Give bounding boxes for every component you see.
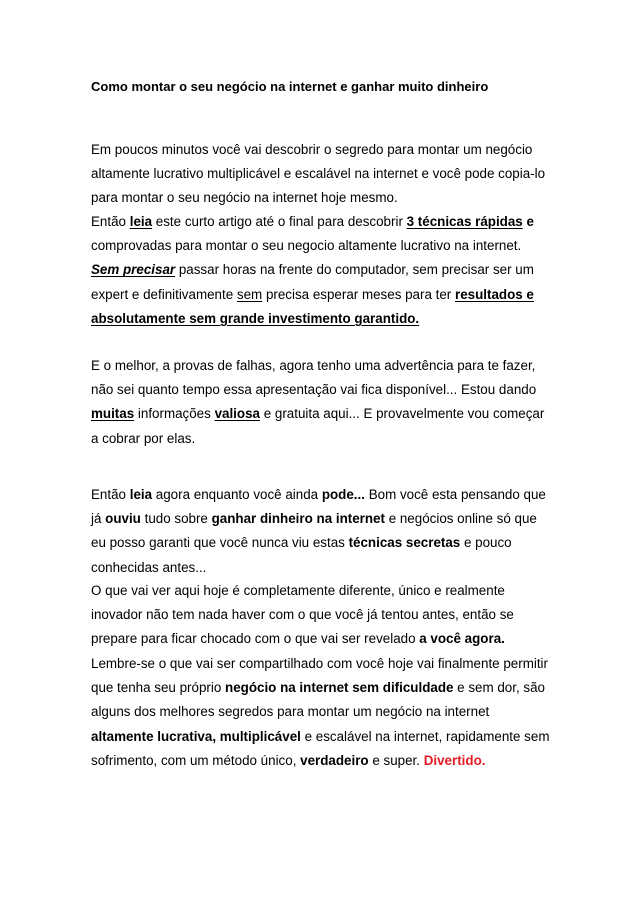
text-run: Sem precisar [91, 262, 176, 278]
text-run: comprovadas para montar o seu negocio altamente lucrativo na internet. [91, 238, 522, 254]
text-run: e gratuita aqui... E provavelmente vou começar a cobrar por elas. [91, 406, 545, 446]
document-title: Como montar o seu negócio na internet e ganhar muito dinheiro [91, 79, 489, 94]
text-run: precisa esperar meses para ter [262, 286, 455, 302]
paragraph-warning [91, 354, 553, 451]
text-run: ouviu [105, 511, 141, 527]
text-run: valiosa [214, 406, 260, 422]
text-run: este curto artigo até o final para descobrir [152, 214, 407, 229]
text-run: verdadeiro [300, 752, 369, 768]
text-run: e [526, 214, 534, 229]
text-run: informações [134, 406, 215, 422]
paragraph-read-article [91, 210, 553, 331]
text-run: leia [129, 487, 153, 502]
text-run: Bom você esta pensando que já [91, 487, 546, 527]
text-run: e sem dor, são alguns dos melhores segredos para montar um negócio na internet [91, 680, 546, 720]
text-run: passar horas na frente do computador, sem precisar ser um expert e definitivamente [91, 262, 534, 302]
text-run: muitas [91, 406, 135, 422]
text-run: sem [236, 286, 263, 302]
text-run: Em poucos minutos você vai descobrir o segredo para montar um negócio altamente lucrativo multiplicável e escalável na internet e você pode copia-lo para montar o seu negócio na internet hoje mesmo. [91, 142, 546, 206]
text-run: negócio na internet sem dificuldade [225, 680, 454, 696]
paragraph-intro [91, 138, 553, 211]
text-run: técnicas secretas [348, 535, 461, 551]
text-run: e pouco conhecidas antes... [91, 535, 512, 575]
text-run: pode... [321, 487, 365, 502]
text-run: tudo sobre [140, 511, 212, 527]
text-run: O que vai ver aqui hoje é completamente diferente, único e realmente inovador não tem nada haver com o que você já tentou antes, então se prepare para ficar chocado com o que vai ser revelado [91, 583, 514, 647]
paragraph-read-now [91, 483, 553, 580]
text-run: altamente lucrativa, multiplicável [91, 728, 301, 744]
paragraph-different [91, 579, 553, 652]
text-run: e super. [368, 752, 424, 768]
text-run: e escalável na internet, rapidamente sem sofrimento, com um método único, [91, 728, 550, 768]
text-run: E o melhor, a provas de falhas, agora tenho uma advertência para te fazer, não sei quanto tempo essa apresentação vai fica disponível... Estou dando [91, 358, 537, 398]
text-run: ganhar dinheiro na internet [211, 511, 385, 527]
text-run: agora enquanto você ainda [152, 487, 322, 502]
text-run: e negócios online só que eu posso garanti que você nunca viu estas [91, 511, 537, 551]
text-run: Lembre-se o que vai ser compartilhado com você hoje vai finalmente permitir que tenha seu próprio [91, 656, 548, 696]
text-run: resultados e absolutamente sem grande investimento garantido. [91, 286, 534, 326]
text-run: a você agora. [419, 631, 505, 647]
text-run: 3 técnicas rápidas [406, 214, 523, 229]
text-run: Então [91, 487, 130, 502]
text-run: Divertido. [423, 752, 486, 768]
paragraph-remember [91, 652, 553, 773]
text-run: leia [129, 214, 153, 229]
text-run: Então [91, 214, 130, 229]
